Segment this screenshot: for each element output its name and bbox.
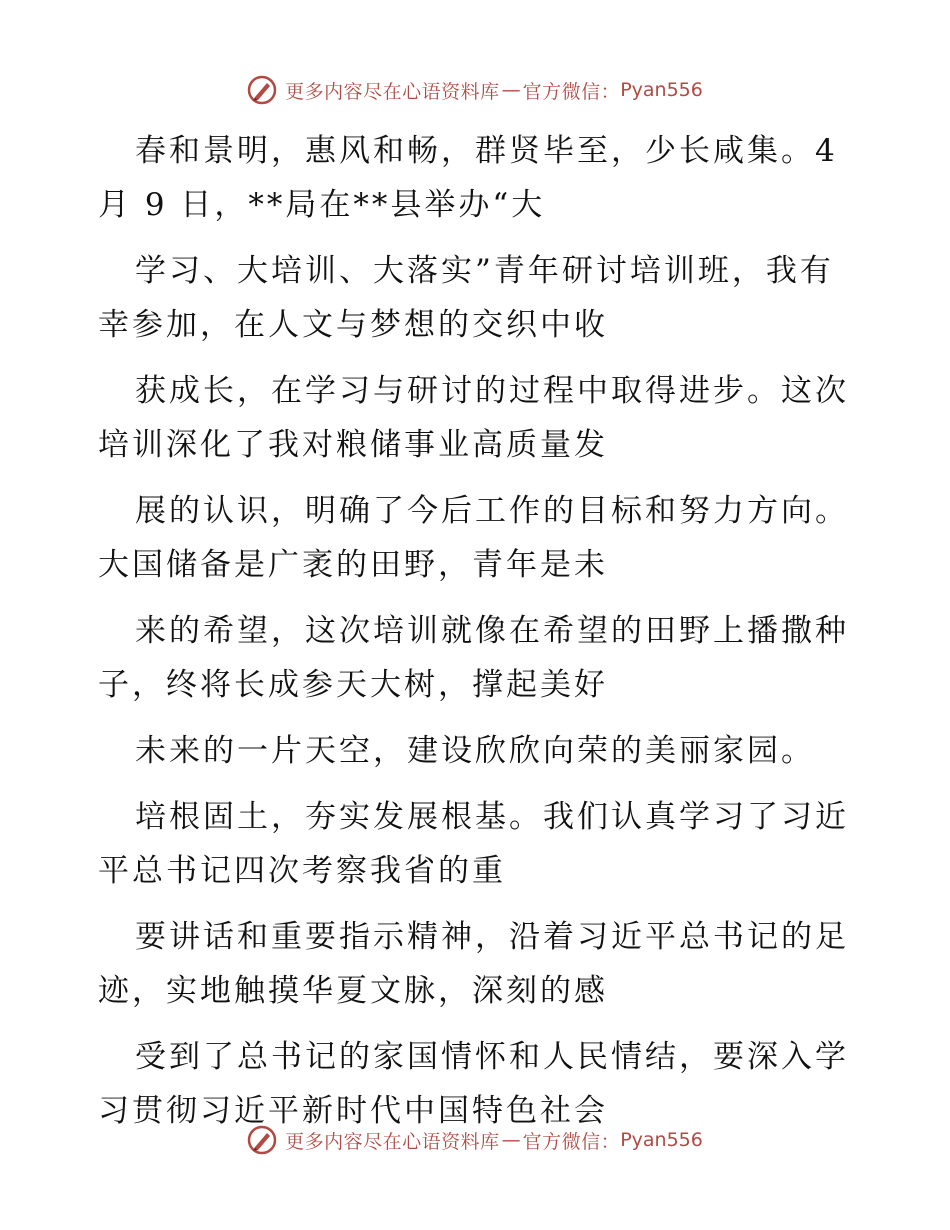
watermark-separator: — [501, 1129, 521, 1151]
text-line: 迹，实地触摸华夏文脉，深刻的感 [98, 973, 608, 1009]
text-line: 平总书记四次考察我省的重 [98, 853, 506, 889]
watermark-text: 更多内容尽在心语资料库 [285, 1130, 500, 1153]
watermark-wechat-label: 官方微信： [522, 80, 621, 103]
watermark-separator: — [501, 79, 521, 101]
text-line: 习贯彻习近平新时代中国特色社会 [98, 1093, 608, 1129]
pen-logo-icon [247, 75, 277, 105]
text-line: 培根固土，夯实发展根基。我们认真学习了习近 [135, 799, 849, 835]
watermark-wechat-label: 官方微信： [522, 1130, 621, 1153]
watermark-wechat-id: Pyan556 [620, 79, 703, 101]
text-line: 受到了总书记的家国情怀和人民情结，要深入学 [135, 1039, 849, 1075]
text-line: 要讲话和重要指示精神，沿着习近平总书记的足 [135, 919, 849, 955]
text-line: 月 9 日，**局在**县举办“大 [98, 187, 546, 223]
text-line: 子，终将长成参天大树，撑起美好 [98, 667, 608, 703]
pen-logo-icon [247, 1125, 277, 1155]
watermark-text: 更多内容尽在心语资料库 [285, 80, 500, 103]
footer-watermark [0, 1120, 950, 1160]
header-watermark [0, 70, 950, 110]
text-line: 幸参加，在人文与梦想的交织中收 [98, 307, 608, 343]
text-line: 来的希望，这次培训就像在希望的田野上播撒种 [135, 613, 849, 649]
text-line: 未来的一片天空，建设欣欣向荣的美丽家园。 [135, 733, 815, 769]
text-line: 大国储备是广袤的田野，青年是未 [98, 547, 608, 583]
text-line: 获成长，在学习与研讨的过程中取得进步。这次 [135, 373, 849, 409]
watermark-wechat-id: Pyan556 [620, 1129, 703, 1151]
text-line: 春和景明，惠风和畅，群贤毕至，少长咸集。4 [135, 133, 838, 169]
text-line: 展的认识，明确了今后工作的目标和努力方向。 [135, 493, 849, 529]
document-body [98, 124, 858, 1138]
text-line: 学习、大培训、大落实”青年研讨培训班，我有 [135, 253, 834, 289]
text-line: 培训深化了我对粮储事业高质量发 [98, 427, 608, 463]
